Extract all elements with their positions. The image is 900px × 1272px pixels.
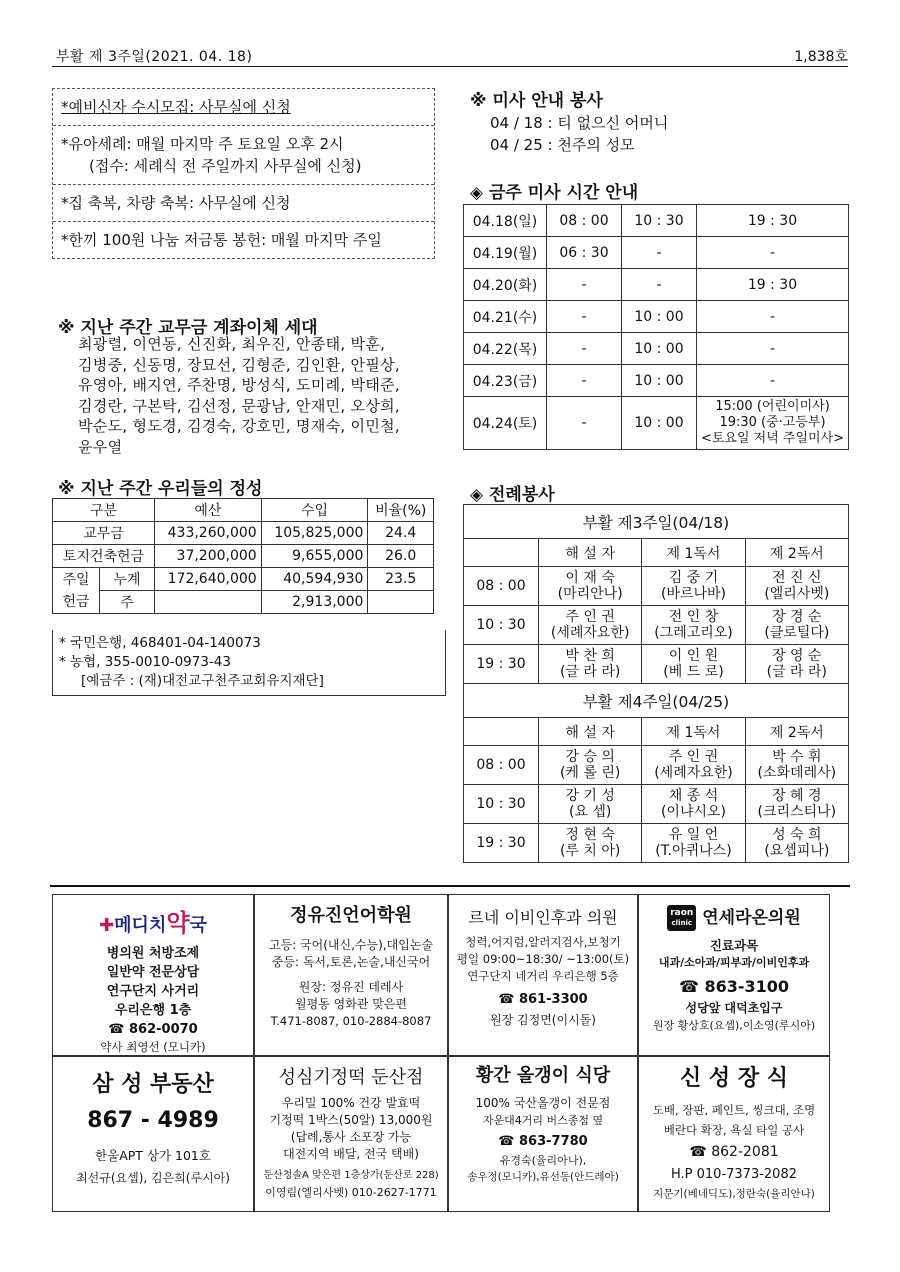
table-row: 04.21(수) - 10 : 00 - (464, 301, 849, 333)
ad-medici-pharmacy: ✚메디치약국 병의원 처방조제 일반약 전문상담 연구단지 사거리 우리은행 1층 ☎ 862-0070 약사 최영선 (모니카) (52, 894, 254, 1056)
ad-language-academy: 정유진언어학원 고등: 국어(내신,수능),대입논술 중등: 독서,토론,논술,내신국어 원장: 정유진 데레사 월평동 영화관 맞은편 T.471-8087, 010-2884-8087 (254, 894, 448, 1056)
finance-header-row: 구분 예산 수입 비율(%) (53, 499, 434, 522)
mass-times-title: ◈ 금주 미사 시간 안내 (470, 183, 639, 203)
table-row: 해 설 자 제 1독서 제 2독서 (464, 539, 849, 567)
bulletin-date: 부활 제 3주일(2021. 04. 18) (56, 49, 253, 65)
table-row: 주일 헌금 누계 172,640,000 40,594,930 23.5 (53, 568, 434, 591)
table-row: 04.23(금) - 10 : 00 - (464, 365, 849, 397)
liturgy-table (463, 504, 849, 863)
table-row: 해 설 자 제 1독서 제 2독서 (464, 718, 849, 746)
ad-raon-clinic: raon clinic 연세라온의원 진료과목 내과/소아과/피부과/이비인후과 ☎ 863-3100 성당앞 대덕초입구 원장 황상호(요셉),이소영(루시아) (638, 894, 830, 1056)
table-row: 04.19(월) 06 : 30 - - (464, 237, 849, 269)
table-row: 04.24(토) - 10 : 00 15:00 (어린이미사) 19:30 (중·고등부) <토요일 저녁 주일미사> (464, 397, 849, 450)
table-row: 04.20(화) - - 19 : 30 (464, 269, 849, 301)
ad-ent-clinic: 르네 이비인후과 의원 청력,어지럼,알러지검사,보청기 평일 09:00~18:30/ ~13:00(토) 연구단지 네거리 우리은행 5층 ☎ 861-3300 원장 김정면(이시돌) (448, 894, 638, 1056)
ad-olgaengi-restaurant: 황간 올갱이 식당 100% 국산올갱이 전문점 자운대4거리 버스종점 옆 ☎ 863-7780 유경숙(율리아나), 송우정(모니카),유선동(안드레아) (448, 1056, 638, 1212)
notice-coin-bank: *한끼 100원 나눔 저금통 봉헌: 매월 마지막 주일 (61, 231, 382, 249)
finance-title: ※ 지난 주간 우리들의 정성 (58, 479, 263, 499)
notice-infant-baptism: *유아세례: 매월 마지막 주 토요일 오후 2시 (접수: 세례식 전 주일까지 사무실에 신청) (53, 126, 434, 185)
ad-rice-cake-shop: 성심기정떡 둔산점 우리밀 100% 건강 발효떡 기정떡 1박스(50알) 13,000원 (답례,통사 소포장 가능 대전지역 배달, 전국 택배) 둔산청솔A 맞은편 1층상가(둔산로 228) 이영림(엘리사벳) 010-2627-1771 (254, 1056, 448, 1212)
mass-guide-list: 04 / 18 : 티 없으신 어머니 04 / 25 : 천주의 성모 (490, 114, 669, 154)
notice-catechumen: *예비신자 수시모집: 사무실에 신청 (53, 89, 434, 126)
ad-phone: ☎ 861-3300 (498, 992, 588, 1007)
ads-divider (50, 885, 850, 887)
table-row: 19 : 30 박 찬 희 (글 라 라) 이 인 원 (베 드 로) 장 영 순 (글 라 라) (464, 645, 849, 684)
liturgy-title: ◈ 전례봉사 (470, 485, 555, 505)
mass-times-table (463, 204, 849, 450)
table-row: 04.22(목) - 10 : 00 - (464, 333, 849, 365)
header-divider (52, 66, 848, 67)
ad-phone: ☎ 863-3100 (678, 977, 790, 996)
week-caption: 부활 제3주일(04/18) (464, 505, 849, 539)
cross-icon: ✚ (99, 915, 115, 936)
table-row: 10 : 30 주 인 권 (세례자요한) 전 인 창 (그레고리오) 장 경 순 (클로틸다) (464, 606, 849, 645)
bank-accounts: * 국민은행, 468401-04-140073 * 농협, 355-0010-0973-43 [예금주 : (재)대전교구천주교회유지재단] (52, 630, 446, 696)
table-row: 04.18(일) 08 : 00 10 : 30 19 : 30 (464, 205, 849, 237)
issue-number: 1,838호 (794, 49, 848, 65)
table-row: 08 : 00 이 재 숙 (마리안나) 김 중 기 (바르나바) 전 진 신 (엘리사벳) (464, 567, 849, 606)
raon-logo-icon: raon clinic (667, 905, 696, 931)
ad-phone: 867 - 4989 (87, 1108, 219, 1133)
ad-phone: ☎ 862-2081 (689, 1144, 779, 1160)
finance-table (52, 498, 434, 614)
ad-samsung-realty: 삼 성 부동산 867 - 4989 한울APT 상가 101호 최선규(요셉), 김은희(루시아) (52, 1056, 254, 1212)
ad-logo: ✚메디치약국 (99, 909, 207, 937)
table-row: 08 : 00 강 승 의 (케 롤 린) 주 인 권 (세례자요한) 박 수 휘 (소화데레사) (464, 746, 849, 785)
ad-sinseong-interior: 신 성 장 식 도배, 장판, 페인트, 씽크대, 조명 베란다 확장, 욕실 타일 공사 ☎ 862-2081 H.P 010-7373-2082 지문기(베네딕도),정란숙(율리안나) (638, 1056, 830, 1212)
table-row: 교무금 433,260,000 105,825,000 24.4 (53, 522, 434, 545)
table-row: 10 : 30 강 기 성 (요 셉) 채 종 석 (이냐시오) 장 혜 경 (크리스티나) (464, 785, 849, 824)
donors-title: ※ 지난 주간 교무금 계좌이체 세대 (58, 318, 318, 338)
week-caption: 부활 제4주일(04/25) (464, 684, 849, 718)
ad-phone: ☎ 863-7780 (498, 1134, 588, 1149)
mass-guide-title: ※ 미사 안내 봉사 (470, 91, 603, 111)
donors-list: 최광렬, 이연동, 신진화, 최우진, 안종태, 박훈, 김병중, 신동명, 장묘선, 김형준, 김인환, 안필상, 유영아, 배지연, 주찬명, 방성식, 도미례, 박태준, 김경란, 구본탁, 김선정, 문광남, 안재민, 오상희, 박순도, 형도경, 김경숙, 강호민, 명재숙, 이민철, 윤우열 (78, 335, 400, 456)
notice-blessing: *집 축복, 차량 축복: 사무실에 신청 (53, 185, 434, 222)
ad-phone: ☎ 862-0070 (108, 1022, 198, 1037)
table-row: 주 2,913,000 (53, 591, 434, 614)
table-row: 19 : 30 정 현 숙 (루 치 아) 유 일 언 (T.아퀴나스) 성 숙 희 (요셉피나) (464, 824, 849, 863)
notice-box (52, 88, 435, 259)
table-row: 토지건축헌금 37,200,000 9,655,000 26.0 (53, 545, 434, 568)
